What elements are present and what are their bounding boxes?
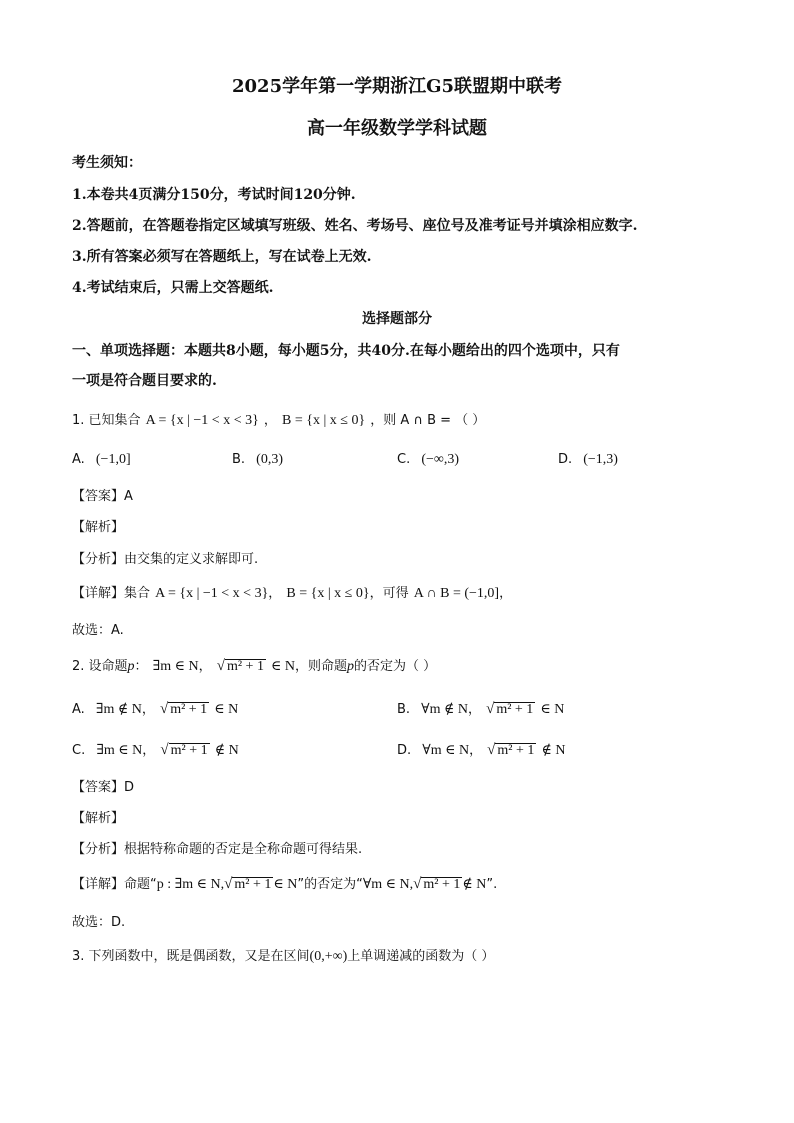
q2-option-d-rel: ∉ N [541, 743, 566, 758]
q2-option-c-sqrt: m² + 1 [170, 743, 208, 758]
q2-xiangjie-end: ”. [486, 877, 498, 892]
exam-title: 2025学年第一学期浙江G5联盟期中联考 [232, 76, 562, 97]
q1-answer-tag: 【答案】 [72, 489, 125, 504]
q2-xiangjie-neg: ∀m ∈ N, [362, 877, 414, 892]
q2-xiangjie-pre: 命题“ [124, 877, 157, 892]
q1-option-b [232, 448, 283, 468]
q2-option-a-label: A. [72, 702, 85, 717]
q1-xiangjie-set-b: B = {x | x ≤ 0} [286, 586, 370, 601]
q2-option-d-label: D. [397, 743, 412, 758]
q2-sep: ， [198, 659, 212, 674]
q1-option-d-value: (−1,3) [583, 452, 618, 467]
q2-analysis-tag: 【解析】 [72, 811, 125, 826]
section-intro-2: 一项是符合题目要求的. [72, 373, 217, 389]
q2-answer-tag: 【答案】 [72, 780, 125, 795]
notice-item-2: 2.答题前，在答题卷指定区域填写班级、姓名、考场号、座位号及准考证号并填涂相应数字. [72, 218, 638, 234]
q1-answer [72, 485, 133, 504]
q2-answer [72, 776, 134, 795]
q2-xiangjie: 【详解】命题“p : ∃m ∈ N,√ m² + 1 ∈ N”的否定为“∀m ∈ N,√ m² + 1 ∉ N”. [72, 876, 498, 892]
q2-p-ref: p [347, 659, 355, 674]
q1-option-b-label: B. [232, 452, 246, 467]
q2-option-c: C. ∃m ∈ N， √ m² + 1 ∉ N [72, 742, 239, 758]
q2-ask-pre: ，则命题 [295, 659, 348, 674]
q2-prefix: 2. 设命题 [72, 659, 128, 674]
q1-fenxi-text: 由交集的定义求解即可. [124, 552, 259, 567]
q1-xiangjie-end: ， [499, 586, 513, 601]
q3-interval: (0,+∞) [309, 949, 348, 964]
q1-set-a: A = {x | −1 < x < 3} [145, 413, 259, 428]
q2-option-a-quant: ∃m ∉ N [95, 702, 142, 717]
q1-option-c-value: (−∞,3) [421, 452, 460, 467]
q2-option-a-rel: ∈ N [214, 702, 239, 717]
q1-option-a-label: A. [72, 452, 85, 467]
q2-choose: 故选：D. [72, 915, 126, 930]
q1-xiangjie-then: ，可得 [369, 586, 409, 601]
q1-fenxi [72, 548, 258, 567]
q1-answer-value: A [124, 489, 133, 504]
q2-xiangjie-notin: ∉ N [462, 877, 487, 892]
q1-comma: ， [263, 413, 277, 428]
notice-item-1: 1.本卷共4页满分150分，考试时间120分钟. [72, 187, 356, 203]
q2-exists: ∃m ∈ N [152, 659, 199, 674]
q1-option-d-label: D. [558, 452, 573, 467]
q2-xiangjie-sqrt-neg: m² + 1 [423, 877, 461, 892]
q1-xiangjie [72, 582, 512, 602]
q1-choose: 故选：A. [72, 623, 124, 638]
q1-option-b-value: (0,3) [256, 452, 283, 467]
question-2-stem [72, 655, 436, 675]
q2-option-b-label: B. [397, 702, 411, 717]
q2-option-d-quant: ∀m ∈ N [422, 743, 470, 758]
q3-prefix: 3. 下列函数中，既是偶函数，又是在区间 [72, 949, 310, 964]
q2-xiangjie-sqrt: m² + 1 [234, 877, 272, 892]
q2-xiangjie-tag: 【详解】 [72, 877, 125, 892]
q2-sqrt: √ m² + 1 [216, 658, 264, 674]
q2-option-a-sqrt: m² + 1 [170, 702, 208, 717]
q2-option-b-quant: ∀m ∉ N [421, 702, 468, 717]
q2-answer-value: D [124, 780, 135, 795]
q1-xiangjie-pre: 集合 [124, 586, 151, 601]
section-title: 选择题部分 [362, 311, 432, 327]
notice-heading: 考生须知： [72, 155, 142, 171]
q2-xiangjie-mid: ”的否定为“ [297, 877, 363, 892]
q1-xiangjie-result: A ∩ B = (−1,0] [413, 586, 500, 601]
notice-item-4: 4.考试结束后，只需上交答题纸. [72, 280, 274, 296]
q2-option-a: A. ∃m ∉ N， √ m² + 1 ∈ N [72, 701, 239, 717]
q1-option-a-value: (−1,0] [95, 452, 131, 467]
q2-xiangjie-prop: p : ∃m ∈ N, [156, 877, 225, 892]
q2-sqrt-inner: m² + 1 [226, 659, 264, 674]
q2-option-c-label: C. [72, 743, 86, 758]
q2-option-c-quant: ∃m ∈ N [96, 743, 143, 758]
q2-fenxi [72, 838, 362, 857]
q2-fenxi-tag: 【分析】 [72, 842, 125, 857]
q1-option-c [397, 448, 459, 468]
question-1-stem [72, 409, 485, 429]
q1-xiangjie-tag: 【详解】 [72, 586, 125, 601]
q1-ask: ，则 A ∩ B = （ ） [370, 413, 486, 428]
q2-in-n: ∈ N [271, 659, 296, 674]
q2-xiangjie-in: ∈ N [273, 877, 298, 892]
q1-option-d [558, 448, 618, 468]
q2-p: p [127, 659, 135, 674]
q2-fenxi-text: 根据特称命题的否定是全称命题可得结果. [124, 842, 363, 857]
q3-suffix: 上单调递减的函数为（ ） [347, 949, 495, 964]
q1-option-a [72, 448, 131, 468]
section-intro-1: 一、单项选择题：本题共8小题，每小题5分，共40分.在每小题给出的四个选项中，只有 [72, 343, 620, 359]
q1-option-c-label: C. [397, 452, 411, 467]
q2-ask-post: 的否定为（ ） [354, 659, 437, 674]
q2-option-b-sqrt: m² + 1 [496, 702, 534, 717]
q1-prefix: 1. 已知集合 [72, 413, 141, 428]
q1-xiangjie-mid: ， [268, 586, 282, 601]
q2-option-b-rel: ∈ N [540, 702, 565, 717]
question-3-stem [72, 945, 494, 965]
q1-fenxi-tag: 【分析】 [72, 552, 125, 567]
notice-item-3: 3.所有答案必须写在答题纸上，写在试卷上无效. [72, 249, 372, 265]
q2-option-b: B. ∀m ∉ N， √ m² + 1 ∈ N [397, 701, 565, 717]
exam-subtitle: 高一年级数学学科试题 [307, 118, 487, 139]
q1-xiangjie-set-a: A = {x | −1 < x < 3} [155, 586, 269, 601]
q1-analysis-tag: 【解析】 [72, 520, 125, 535]
q2-colon: ： [134, 659, 148, 674]
q2-option-d-sqrt: m² + 1 [497, 743, 535, 758]
q1-set-b: B = {x | x ≤ 0} [282, 413, 366, 428]
q2-option-c-rel: ∉ N [214, 743, 239, 758]
q2-option-d: D. ∀m ∈ N， √ m² + 1 ∉ N [397, 742, 566, 758]
